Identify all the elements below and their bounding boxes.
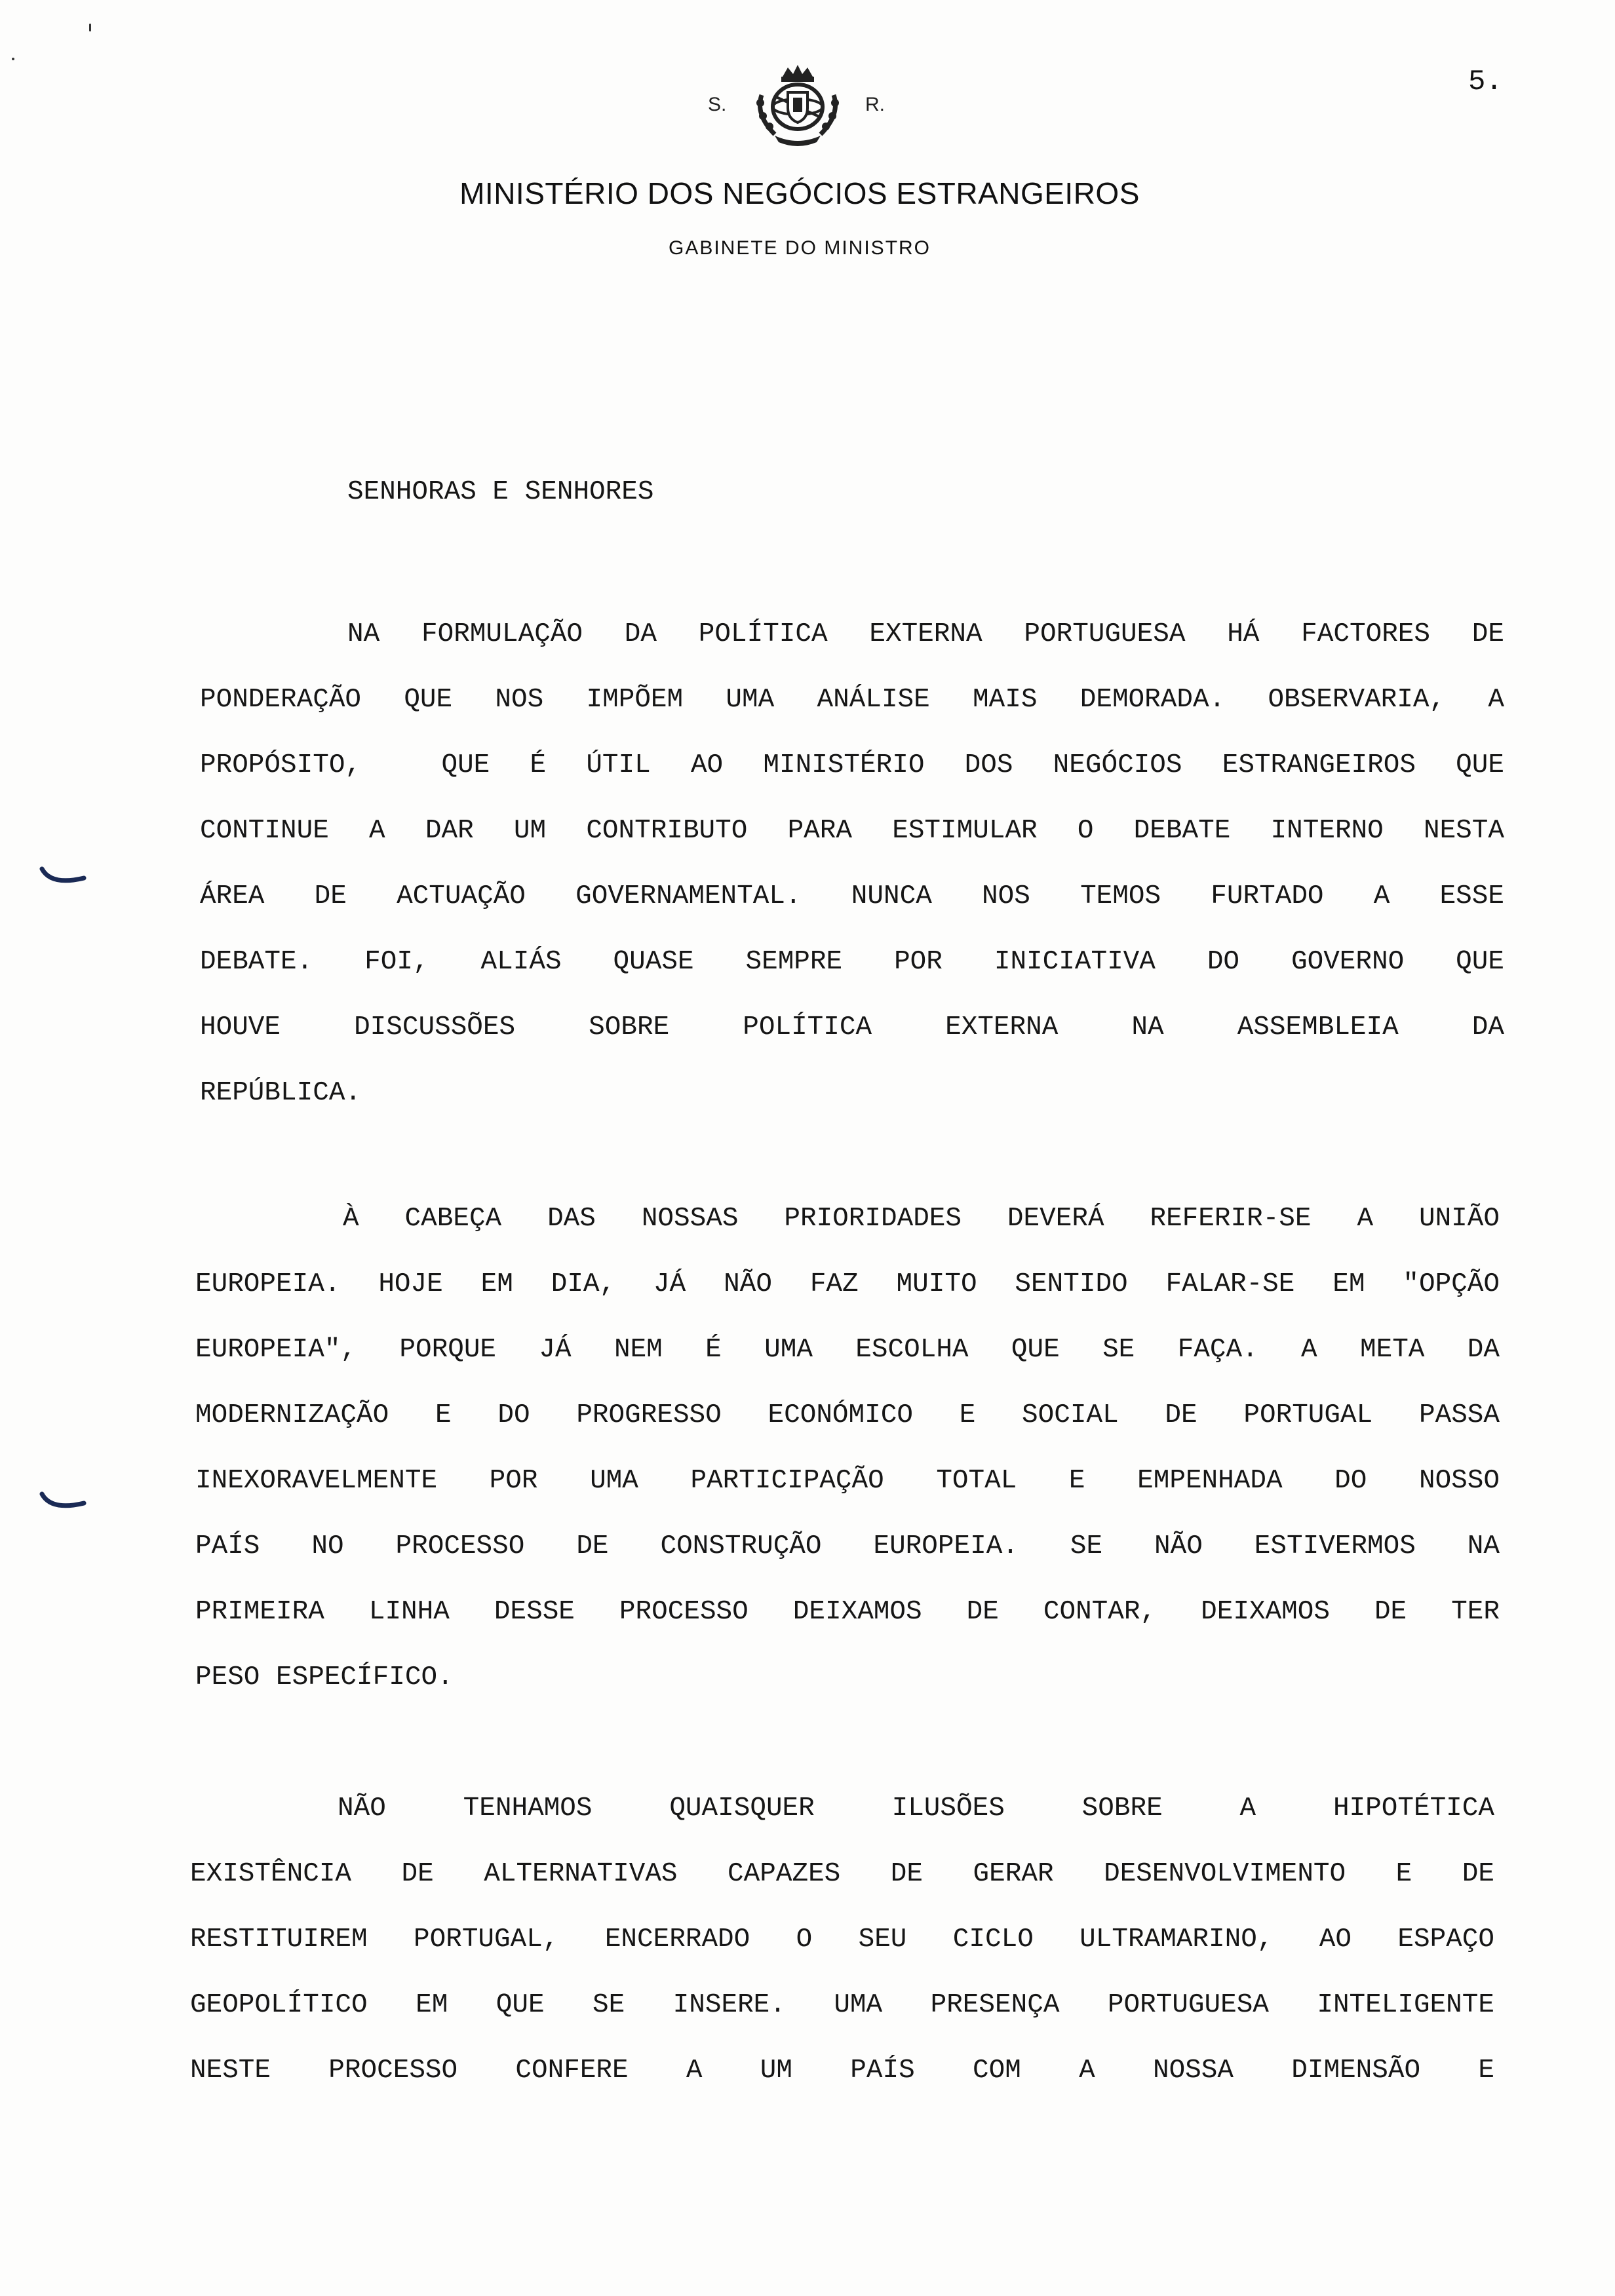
paragraph-line: HOUVE DISCUSSÕES SOBRE POLÍTICA EXTERNA NA ASSEMBLEIA DA <box>200 1012 1504 1043</box>
page-number: 5. <box>1468 66 1503 98</box>
seal-right-letter: R. <box>865 94 885 115</box>
paragraph-line: À CABEÇA DAS NOSSAS PRIORIDADES DEVERÁ REFERIR-SE A UNIÃO <box>343 1204 1500 1234</box>
cabinet-subtitle: GABINETE DO MINISTRO <box>668 237 931 259</box>
paragraph-line: CONTINUE A DAR UM CONTRIBUTO PARA ESTIMULAR O DEBATE INTERNO NESTA <box>200 816 1504 846</box>
paragraph-line: GEOPOLÍTICO EM QUE SE INSERE. UMA PRESENÇA PORTUGUESA INTELIGENTE <box>190 1990 1494 2020</box>
paragraph-3 <box>190 1776 1494 2103</box>
seal-left-letter: S. <box>708 94 727 115</box>
paragraph-line: RESTITUIREM PORTUGAL, ENCERRADO O SEU CICLO ULTRAMARINO, AO ESPAÇO <box>190 1924 1494 1955</box>
ministry-title: MINISTÉRIO DOS NEGÓCIOS ESTRANGEIROS <box>459 176 1140 210</box>
paragraph-line: EUROPEIA. HOJE EM DIA, JÁ NÃO FAZ MUITO SENTIDO FALAR-SE EM "OPÇÃO <box>195 1269 1500 1299</box>
paragraph-line: NA FORMULAÇÃO DA POLÍTICA EXTERNA PORTUGUESA HÁ FACTORES DE <box>347 619 1504 649</box>
paragraph-line: PROPÓSITO, QUE É ÚTIL AO MINISTÉRIO DOS NEGÓCIOS ESTRANGEIROS QUE <box>200 750 1504 780</box>
paragraph-line: MODERNIZAÇÃO E DO PROGRESSO ECONÓMICO E SOCIAL DE PORTUGAL PASSA <box>195 1400 1500 1430</box>
paragraph-line: DEBATE. FOI, ALIÁS QUASE SEMPRE POR INICIATIVA DO GOVERNO QUE <box>200 947 1504 977</box>
paragraph-line: PRIMEIRA LINHA DESSE PROCESSO DEIXAMOS DE CONTAR, DEIXAMOS DE TER <box>195 1597 1500 1627</box>
paragraph-line: INEXORAVELMENTE POR UMA PARTICIPAÇÃO TOTAL E EMPENHADA DO NOSSO <box>195 1466 1500 1496</box>
paragraph-line: ÁREA DE ACTUAÇÃO GOVERNAMENTAL. NUNCA NOS TEMOS FURTADO A ESSE <box>200 881 1504 911</box>
letterhead-seal <box>708 62 905 147</box>
paragraph-line: EXISTÊNCIA DE ALTERNATIVAS CAPAZES DE GERAR DESENVOLVIMENTO E DE <box>190 1859 1494 1889</box>
paragraph-1 <box>200 602 1504 1126</box>
paragraph-line: PAÍS NO PROCESSO DE CONSTRUÇÃO EUROPEIA. SE NÃO ESTIVERMOS NA <box>195 1531 1500 1561</box>
paragraph-line: PESO ESPECÍFICO. <box>195 1662 454 1693</box>
salutation: SENHORAS E SENHORES <box>347 477 654 507</box>
paragraph-line: NÃO TENHAMOS QUAISQUER ILUSÕES SOBRE A HIPOTÉTICA <box>338 1793 1494 1824</box>
paragraph-line: REPÚBLICA. <box>200 1078 362 1108</box>
paragraph-line: NESTE PROCESSO CONFERE A UM PAÍS COM A NOSSA DIMENSÃO E <box>190 2056 1494 2086</box>
margin-tick-mark <box>38 1489 90 1515</box>
margin-tick-mark <box>38 864 90 890</box>
paragraph-2 <box>195 1186 1500 1710</box>
paragraph-line: EUROPEIA", PORQUE JÁ NEM É UMA ESCOLHA QUE SE FAÇA. A META DA <box>195 1335 1500 1365</box>
paragraph-line: PONDERAÇÃO QUE NOS IMPÕEM UMA ANÁLISE MAIS DEMORADA. OBSERVARIA, A <box>200 685 1504 715</box>
portuguese-coat-of-arms-icon <box>749 62 847 147</box>
scan-speck <box>12 58 14 60</box>
scan-speck <box>89 24 91 31</box>
